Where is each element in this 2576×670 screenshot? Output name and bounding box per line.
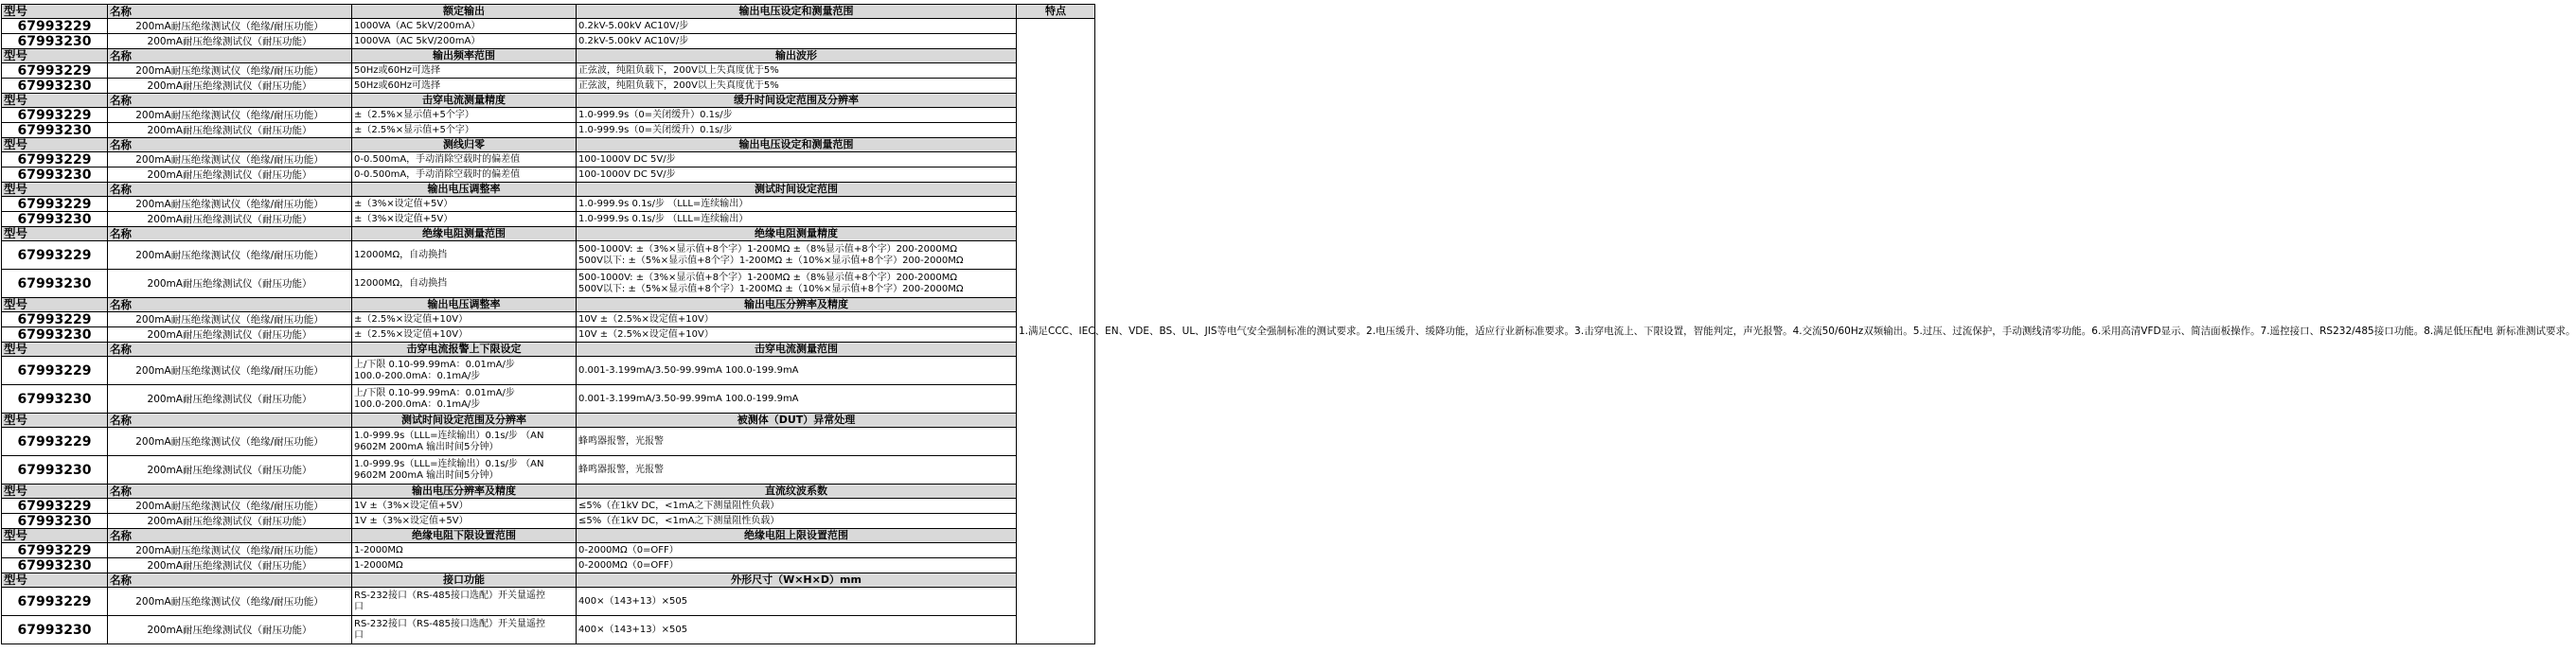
product-name: 200mA耐压绝缘测试仪（耐压功能） [108, 168, 352, 183]
section-header-row [2, 414, 1095, 428]
model-header: 型号 [2, 5, 108, 19]
value-line: 100.0-200.0mA：0.1mA/步 [354, 370, 481, 381]
value-line: 上/下限 0.10-99.99mA：0.01mA/步 [354, 387, 515, 398]
spec-value: ±（3%×设定值+5V） [352, 212, 577, 227]
section-header-row [2, 183, 1095, 197]
features-header: 特点 [1017, 5, 1095, 19]
model-number: 67993229 [2, 543, 108, 558]
spec-value: 0.001-3.199mA/3.50-99.99mA 100.0-199.9mA [577, 357, 1017, 385]
spec-header: 输出电压分辨率及精度 [352, 485, 577, 499]
spec-header: 输出波形 [577, 49, 1017, 63]
spec-value: 0-0.500mA，手动消除空载时的偏差值 [352, 168, 577, 183]
spec-value [352, 357, 577, 385]
table-row [2, 270, 1095, 298]
model-number: 67993230 [2, 168, 108, 183]
model-number: 67993229 [2, 499, 108, 514]
product-name: 200mA耐压绝缘测试仪（耐压功能） [108, 34, 352, 49]
value-line: 9602M 200mA 输出时间5分钟） [354, 441, 499, 452]
value-line: 1.0-999.9s（LLL=连续输出）0.1s/步 （AN [354, 458, 544, 469]
spec-value: ±（2.5%×设定值+10V） [352, 312, 577, 327]
spec-value [352, 616, 577, 644]
spec-header: 绝缘电阻下限设置范围 [352, 529, 577, 543]
table-row [2, 152, 1095, 168]
spec-value: 1000VA（AC 5kV/200mA） [352, 34, 577, 49]
value-line: 500V以下: ±（5%×显示值+8个字）1-200MΩ ±（10%×显示值+8个字）200-2000MΩ [578, 255, 964, 266]
value-line: 100.0-200.0mA：0.1mA/步 [354, 398, 481, 410]
table-row [2, 385, 1095, 414]
spec-value: 0.2kV-5.00kV AC10V/步 [577, 19, 1017, 34]
spec-value: 100-1000V DC 5V/步 [577, 168, 1017, 183]
product-name: 200mA耐压绝缘测试仪（绝缘/耐压功能） [108, 152, 352, 168]
table-row [2, 428, 1095, 456]
spec-value: 400×（143+13）×505 [577, 588, 1017, 616]
model-number: 67993230 [2, 327, 108, 343]
name-header: 名称 [108, 183, 352, 197]
table-row [2, 79, 1095, 94]
section-header-row [2, 5, 1095, 19]
table-row [2, 34, 1095, 49]
table-row [2, 543, 1095, 558]
spec-header: 直流纹波系数 [577, 485, 1017, 499]
model-number: 67993230 [2, 456, 108, 485]
model-number: 67993229 [2, 197, 108, 212]
product-name: 200mA耐压绝缘测试仪（耐压功能） [108, 327, 352, 343]
spec-value: 1V ±（3%×设定值+5V） [352, 499, 577, 514]
model-header: 型号 [2, 138, 108, 152]
spec-value: ±（2.5%×显示值+5个字） [352, 123, 577, 138]
spec-value: 0.2kV-5.00kV AC10V/步 [577, 34, 1017, 49]
spec-value: 1.0-999.9s 0.1s/步 （LLL=连续输出） [577, 212, 1017, 227]
product-name: 200mA耐压绝缘测试仪（耐压功能） [108, 79, 352, 94]
product-name: 200mA耐压绝缘测试仪（耐压功能） [108, 123, 352, 138]
value-line: RS-232接口（RS-485接口选配）开关量遥控 [354, 590, 545, 601]
product-name: 200mA耐压绝缘测试仪（耐压功能） [108, 212, 352, 227]
model-header: 型号 [2, 298, 108, 312]
spec-header: 测试时间设定范围 [577, 183, 1017, 197]
name-header: 名称 [108, 227, 352, 241]
spec-header: 输出电压调整率 [352, 298, 577, 312]
value-line: 500-1000V: ±（3%×显示值+8个字）1-200MΩ ±（8%显示值+8个字）200-2000MΩ [578, 272, 957, 283]
model-header: 型号 [2, 529, 108, 543]
model-number: 67993230 [2, 212, 108, 227]
features-text: 1.满足CCC、IEC、EN、VDE、BS、UL、JIS等电气安全强制标准的测试要求。2.电压缓升、缓降功能，适应行业新标准要求。3.击穿电流上、下限设置，智能判定，声光报警。4.交流50/60Hz双频输出。5.过压、过流保护，手动测线清零功能。6.采用高清VFD显示、简洁面板操作。7.遥控接口、RS232/485接口功能。8.满足低压配电 新标准测试要求。 [1017, 19, 1095, 644]
product-name: 200mA耐压绝缘测试仪（耐压功能） [108, 514, 352, 529]
spec-header: 绝缘电阻测量范围 [352, 227, 577, 241]
model-header: 型号 [2, 227, 108, 241]
value-line: 1.0-999.9s（LLL=连续输出）0.1s/步 （AN [354, 430, 544, 441]
name-header: 名称 [108, 573, 352, 588]
table-row [2, 312, 1095, 327]
table-row [2, 499, 1095, 514]
spec-value: 1.0-999.9s 0.1s/步 （LLL=连续输出） [577, 197, 1017, 212]
model-number: 67993229 [2, 428, 108, 456]
spec-value: 正弦波，纯阻负载下，200V以上失真度优于5% [577, 79, 1017, 94]
model-number: 67993230 [2, 34, 108, 49]
table-row [2, 456, 1095, 485]
spec-header: 被测体（DUT）异常处理 [577, 414, 1017, 428]
product-name: 200mA耐压绝缘测试仪（绝缘/耐压功能） [108, 357, 352, 385]
product-name: 200mA耐压绝缘测试仪（绝缘/耐压功能） [108, 428, 352, 456]
value-line: 口 [354, 629, 364, 641]
table-row [2, 63, 1095, 79]
table-row [2, 108, 1095, 123]
product-name: 200mA耐压绝缘测试仪（绝缘/耐压功能） [108, 19, 352, 34]
spec-header: 额定输出 [352, 5, 577, 19]
spec-header: 击穿电流测量精度 [352, 94, 577, 108]
spec-value: ±（2.5%×显示值+5个字） [352, 108, 577, 123]
spec-value: 1000VA（AC 5kV/200mA） [352, 19, 577, 34]
spec-value: 1.0-999.9s（0=关闭缓升）0.1s/步 [577, 123, 1017, 138]
model-number: 67993229 [2, 357, 108, 385]
table-row [2, 123, 1095, 138]
product-name: 200mA耐压绝缘测试仪（耐压功能） [108, 558, 352, 573]
spec-value: 10V ±（2.5%×设定值+10V） [577, 312, 1017, 327]
product-name: 200mA耐压绝缘测试仪（绝缘/耐压功能） [108, 588, 352, 616]
product-name: 200mA耐压绝缘测试仪（绝缘/耐压功能） [108, 312, 352, 327]
value-line: 500V以下: ±（5%×显示值+8个字）1-200MΩ ±（10%×显示值+8个字）200-2000MΩ [578, 283, 964, 294]
model-number: 67993230 [2, 270, 108, 298]
spec-table [1, 4, 2576, 644]
model-header: 型号 [2, 573, 108, 588]
model-header: 型号 [2, 183, 108, 197]
spec-value: 12000MΩ，自动换挡 [352, 241, 577, 270]
name-header: 名称 [108, 298, 352, 312]
name-header: 名称 [108, 343, 352, 357]
spec-value [352, 385, 577, 414]
spec-value [577, 241, 1017, 270]
spec-value: 1.0-999.9s（0=关闭缓升）0.1s/步 [577, 108, 1017, 123]
table-row [2, 241, 1095, 270]
spec-header: 输出频率范围 [352, 49, 577, 63]
spec-value: 0-0.500mA，手动消除空载时的偏差值 [352, 152, 577, 168]
table-row [2, 616, 1095, 644]
model-number: 67993229 [2, 312, 108, 327]
name-header: 名称 [108, 94, 352, 108]
name-header: 名称 [108, 529, 352, 543]
spec-value: 0-2000MΩ（0=OFF） [577, 558, 1017, 573]
section-header-row [2, 529, 1095, 543]
spec-value: 10V ±（2.5%×设定值+10V） [577, 327, 1017, 343]
value-line: 口 [354, 601, 364, 612]
name-header: 名称 [108, 485, 352, 499]
spec-header: 接口功能 [352, 573, 577, 588]
model-number: 67993230 [2, 616, 108, 644]
spec-value: ±（2.5%×设定值+10V） [352, 327, 577, 343]
spec-value: 0.001-3.199mA/3.50-99.99mA 100.0-199.9mA [577, 385, 1017, 414]
product-name: 200mA耐压绝缘测试仪（绝缘/耐压功能） [108, 241, 352, 270]
spec-value: 100-1000V DC 5V/步 [577, 152, 1017, 168]
spec-value: ≤5%（在1kV DC，<1mA之下测量阻性负载） [577, 499, 1017, 514]
spec-header: 击穿电流报警上下限设定 [352, 343, 577, 357]
model-number: 67993229 [2, 588, 108, 616]
value-line: 9602M 200mA 输出时间5分钟） [354, 469, 499, 481]
table-row [2, 197, 1095, 212]
table-row [2, 558, 1095, 573]
spec-value: 正弦波，纯阻负载下，200V以上失真度优于5% [577, 63, 1017, 79]
section-header-row [2, 573, 1095, 588]
spec-header: 绝缘电阻上限设置范围 [577, 529, 1017, 543]
model-number: 67993230 [2, 123, 108, 138]
spec-header: 输出电压设定和测量范围 [577, 138, 1017, 152]
spec-header: 输出电压调整率 [352, 183, 577, 197]
product-name: 200mA耐压绝缘测试仪（耐压功能） [108, 385, 352, 414]
spec-header: 测线归零 [352, 138, 577, 152]
product-name: 200mA耐压绝缘测试仪（绝缘/耐压功能） [108, 499, 352, 514]
section-header-row [2, 485, 1095, 499]
product-name: 200mA耐压绝缘测试仪（绝缘/耐压功能） [108, 197, 352, 212]
spec-header: 绝缘电阻测量精度 [577, 227, 1017, 241]
product-name: 200mA耐压绝缘测试仪（绝缘/耐压功能） [108, 108, 352, 123]
model-number: 67993229 [2, 241, 108, 270]
model-header: 型号 [2, 343, 108, 357]
model-number: 67993230 [2, 385, 108, 414]
model-number: 67993229 [2, 63, 108, 79]
section-header-row [2, 138, 1095, 152]
value-line: 上/下限 0.10-99.99mA：0.01mA/步 [354, 359, 515, 370]
section-header-row [2, 49, 1095, 63]
model-number: 67993230 [2, 79, 108, 94]
spec-header: 测试时间设定范围及分辨率 [352, 414, 577, 428]
spec-value [352, 588, 577, 616]
table-row [2, 327, 1095, 343]
spec-header: 输出电压分辨率及精度 [577, 298, 1017, 312]
section-header-row [2, 94, 1095, 108]
spec-value [352, 456, 577, 485]
table-row [2, 357, 1095, 385]
table-row [2, 588, 1095, 616]
product-name: 200mA耐压绝缘测试仪（耐压功能） [108, 616, 352, 644]
table-row [2, 212, 1095, 227]
spec-value: ≤5%（在1kV DC，<1mA之下测量阻性负载） [577, 514, 1017, 529]
name-header: 名称 [108, 138, 352, 152]
model-number: 67993230 [2, 558, 108, 573]
model-header: 型号 [2, 94, 108, 108]
spec-value: 0-2000MΩ（0=OFF） [577, 543, 1017, 558]
model-number: 67993229 [2, 152, 108, 168]
table-row [2, 168, 1095, 183]
spec-header: 输出电压设定和测量范围 [577, 5, 1017, 19]
model-header: 型号 [2, 485, 108, 499]
spec-header: 击穿电流测量范围 [577, 343, 1017, 357]
product-name: 200mA耐压绝缘测试仪（耐压功能） [108, 456, 352, 485]
model-number: 67993229 [2, 108, 108, 123]
spec-value: 400×（143+13）×505 [577, 616, 1017, 644]
product-name: 200mA耐压绝缘测试仪（耐压功能） [108, 270, 352, 298]
model-number: 67993229 [2, 19, 108, 34]
section-header-row [2, 343, 1095, 357]
spec-value: ±（3%×设定值+5V） [352, 197, 577, 212]
spec-value: 50Hz或60Hz可选择 [352, 63, 577, 79]
model-number: 67993230 [2, 514, 108, 529]
section-header-row [2, 227, 1095, 241]
spec-value [577, 270, 1017, 298]
value-line: 500-1000V: ±（3%×显示值+8个字）1-200MΩ ±（8%显示值+8个字）200-2000MΩ [578, 243, 957, 255]
spec-value [352, 428, 577, 456]
spec-value: 12000MΩ，自动换挡 [352, 270, 577, 298]
table-row [2, 19, 1095, 34]
spec-value: 蜂鸣器报警，光报警 [577, 428, 1017, 456]
spec-header: 外形尺寸（W×H×D）mm [577, 573, 1017, 588]
spec-header: 缓升时间设定范围及分辨率 [577, 94, 1017, 108]
model-header: 型号 [2, 49, 108, 63]
name-header: 名称 [108, 5, 352, 19]
product-name: 200mA耐压绝缘测试仪（绝缘/耐压功能） [108, 63, 352, 79]
value-line: RS-232接口（RS-485接口选配）开关量遥控 [354, 618, 545, 629]
spec-value: 50Hz或60Hz可选择 [352, 79, 577, 94]
name-header: 名称 [108, 49, 352, 63]
spec-value: 1V ±（3%×设定值+5V） [352, 514, 577, 529]
spec-value: 蜂鸣器报警，光报警 [577, 456, 1017, 485]
product-name: 200mA耐压绝缘测试仪（绝缘/耐压功能） [108, 543, 352, 558]
section-header-row [2, 298, 1095, 312]
table-row [2, 514, 1095, 529]
spec-value: 1-2000MΩ [352, 558, 577, 573]
spec-value: 1-2000MΩ [352, 543, 577, 558]
name-header: 名称 [108, 414, 352, 428]
model-header: 型号 [2, 414, 108, 428]
